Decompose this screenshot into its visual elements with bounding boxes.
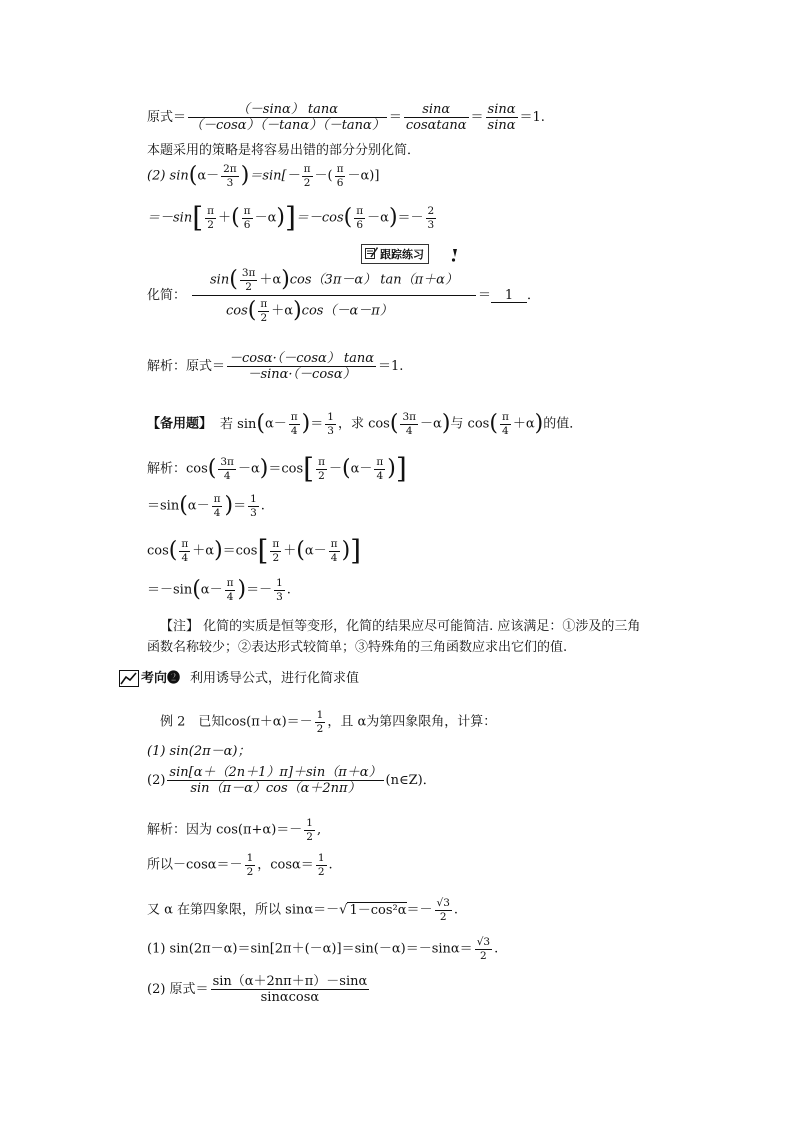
numerator: π (213, 493, 221, 505)
paren: ( (229, 267, 238, 292)
text: －α (367, 210, 389, 226)
text: －α (254, 210, 277, 226)
numerator: 2π (223, 163, 237, 175)
text: ＝1. (519, 110, 545, 125)
text: (2) (147, 773, 166, 788)
denominator: 4 (405, 424, 413, 437)
fraction (316, 457, 327, 481)
denominator: 6 (243, 218, 251, 231)
fraction (227, 352, 376, 381)
paren: ( (168, 538, 178, 563)
fraction (335, 164, 346, 188)
paren: ( (296, 538, 305, 563)
numerator: －cosα·（－cosα） tanα (229, 351, 375, 366)
denominator: 2 (246, 865, 254, 878)
text: . (286, 582, 291, 598)
paren: ( (179, 493, 188, 518)
denominator: 4 (223, 469, 231, 482)
fraction (329, 539, 340, 563)
bracket: [ (257, 534, 269, 567)
text: ＝ (477, 288, 491, 303)
numerator: sinα (404, 103, 469, 118)
text: α－ (200, 582, 223, 598)
denominator: sinαcosα (260, 990, 320, 1005)
line-7 (147, 412, 582, 436)
paren: ( (207, 456, 217, 481)
section-label: 考向❷ (141, 671, 181, 686)
fraction (404, 103, 469, 132)
paren: ( (256, 411, 265, 436)
fraction (475, 937, 492, 961)
text: . (494, 941, 499, 957)
denominator (192, 296, 476, 323)
question-1: (1) sin(2π－α)； (147, 744, 251, 759)
paren: ) (276, 205, 285, 230)
paren: ) (341, 538, 351, 563)
fraction (240, 268, 258, 292)
text: 化简： (147, 288, 187, 303)
numerator: π (181, 538, 189, 550)
denominator: 4 (290, 424, 298, 437)
denominator: sin（π－α）cos（α＋2nπ） (190, 781, 361, 796)
text: ＝－sin (147, 210, 193, 226)
line-11 (147, 578, 291, 602)
denominator: 2 (316, 722, 324, 735)
solution-1 (147, 818, 321, 842)
denominator: －sinα·（－cosα） (247, 367, 356, 382)
denominator: 3 (226, 176, 234, 189)
denominator: 6 (356, 218, 364, 231)
numerator: π (260, 298, 268, 310)
fraction (315, 710, 326, 734)
text: ＋α (271, 303, 294, 319)
text: α－ (187, 498, 210, 514)
fraction (245, 853, 256, 877)
text: ＋α (259, 272, 282, 288)
numerator: sin（α＋2nπ＋π）－sinα (212, 974, 368, 989)
fraction (192, 268, 476, 323)
follow-up-practice-badge (361, 244, 429, 264)
fraction (486, 103, 518, 132)
line-3 (147, 164, 379, 188)
denominator: 3 (276, 590, 283, 603)
paren: ) (293, 298, 302, 323)
numerator: 1 (327, 411, 334, 423)
fraction (274, 578, 285, 602)
text: ＝－ (397, 210, 424, 226)
numerator: √3 (476, 936, 491, 948)
note-line-1: 【注】 化简的实质是恒等变形，化简的结果应尽可能简洁. 应该满足：①涉及的三角 (160, 619, 641, 634)
text: ＝cos (268, 461, 304, 477)
text: ． (526, 288, 540, 303)
fraction (270, 539, 281, 563)
fraction (400, 412, 418, 436)
text: 与 cos (450, 416, 490, 432)
paren: ( (192, 577, 201, 602)
line-10 (147, 534, 362, 567)
numerator: 1 (316, 709, 324, 721)
numerator: 1 (246, 852, 254, 864)
text: ＋ (283, 543, 297, 559)
denominator: 4 (181, 551, 189, 564)
numerator: √3 (436, 897, 450, 909)
denominator: 3 (327, 424, 334, 437)
numerator: 1 (276, 577, 283, 589)
fraction (212, 494, 223, 518)
numerator: π (207, 205, 215, 217)
text: 所以－cosα＝－ (147, 857, 243, 873)
text: cos（－α－π） (301, 303, 393, 319)
paren: ) (214, 538, 223, 563)
numerator: π (303, 163, 311, 175)
fraction (221, 164, 239, 188)
text: . (260, 498, 265, 514)
denominator: 2 (272, 551, 280, 564)
text: ，cosα＝ (257, 857, 314, 873)
solution-4 (147, 937, 498, 961)
solution-2 (147, 853, 333, 877)
fraction (374, 457, 385, 481)
text: ，且 α为第四象限角，计算： (327, 714, 497, 730)
text: 又 α 在第四象限，所以 sinα＝－ (147, 902, 340, 918)
denominator: 2 (260, 311, 268, 324)
text: (2) sin (147, 168, 189, 184)
exclamation-icon (448, 248, 462, 262)
section-heading (119, 670, 359, 687)
denominator: 4 (330, 551, 338, 564)
text: 解析：原式＝ (147, 359, 226, 374)
bracket: ] (395, 452, 407, 485)
numerator: （－sinα） tanα (188, 103, 387, 118)
solution-5 (147, 975, 371, 1004)
text: 若 sin (220, 416, 257, 432)
denominator: sinα (487, 118, 516, 133)
denominator: 2 (306, 830, 313, 843)
bracket: [ (192, 201, 204, 234)
denominator: 2 (318, 469, 325, 482)
text: 原式＝ (147, 110, 187, 125)
numerator: π (356, 205, 364, 217)
numerator: π (290, 411, 298, 423)
text: 的值． (543, 416, 583, 432)
fraction (242, 206, 253, 230)
numerator: 1 (250, 493, 257, 505)
text: －α)] (347, 168, 380, 184)
denominator: （－cosα）（－tanα）（－tanα） (190, 118, 385, 133)
numerator: π (318, 456, 325, 468)
text: , (316, 822, 322, 838)
text: ＝ (470, 110, 484, 125)
numerator: 2 (427, 205, 435, 217)
text: (1) sin(2π－α)＝sin[2π＋(－α)]＝sin(－α)＝－sinα＝ (147, 941, 473, 957)
numerator: π (336, 163, 344, 175)
backup-question-tag: 【备用题】 (147, 416, 213, 432)
numerator: 3π (241, 267, 256, 279)
line-2: 本题采用的策略是将容易出错的部分分别化简． (147, 143, 421, 158)
line-5 (147, 268, 540, 323)
text: ＝cos (222, 543, 258, 559)
numerator: sin[α＋（2n＋1）π]＋sin（π＋α） (169, 765, 382, 780)
fraction (304, 818, 315, 842)
denominator: 4 (226, 590, 234, 603)
denominator: 6 (336, 176, 344, 189)
numerator: π (243, 205, 251, 217)
text: ＝ (310, 416, 324, 432)
text: sin (210, 272, 230, 288)
paren: ( (389, 411, 399, 436)
text: α－ (350, 461, 373, 477)
numerator: 1 (317, 852, 325, 864)
pencil-notebook-icon (365, 247, 378, 259)
text: ＋α (512, 416, 535, 432)
text: α－ (197, 168, 220, 184)
denominator: 2 (439, 910, 447, 923)
text: ＝sin (147, 498, 180, 514)
denominator: 4 (213, 506, 221, 519)
line-9 (147, 494, 265, 518)
numerator: π (330, 538, 338, 550)
bracket: [ (303, 452, 315, 485)
fraction (354, 206, 365, 230)
fraction (218, 457, 236, 481)
sqrt-sign: √ (339, 902, 348, 918)
text: 解析：cos (147, 461, 208, 477)
text: (2) 原式＝ (147, 982, 209, 997)
paren: ) (388, 205, 398, 230)
fraction (225, 578, 236, 602)
paren: ) (259, 456, 269, 481)
solution-3 (147, 898, 458, 922)
denominator: 2 (207, 218, 214, 231)
text: (n∈Z)． (385, 773, 436, 788)
numerator: 1 (306, 817, 313, 829)
fraction (325, 412, 336, 436)
paren: ( (247, 298, 257, 323)
text: ＝ (233, 498, 247, 514)
fraction (258, 299, 269, 323)
text: ，求 cos (337, 416, 390, 432)
numerator: 3π (220, 456, 234, 468)
denominator: 2 (480, 949, 487, 962)
text: ＋α (192, 543, 215, 559)
line-6 (147, 352, 403, 381)
paren: ( (188, 163, 198, 188)
bracket: ] (284, 201, 296, 234)
fraction (179, 539, 190, 563)
fraction (167, 766, 383, 795)
fraction (289, 412, 300, 436)
text: －α (420, 416, 442, 432)
denominator: 4 (502, 424, 509, 437)
numerator: 3π (402, 411, 417, 423)
numerator: π (376, 456, 384, 468)
text: α－ (264, 416, 287, 432)
text: 解析：因为 cos(π+α)＝－ (147, 822, 303, 838)
fraction (500, 412, 511, 436)
line-4 (147, 201, 438, 234)
answer-blank: 1 (491, 289, 527, 303)
fraction (426, 206, 437, 230)
paren: ) (301, 411, 311, 436)
badge-label: 跟踪练习 (380, 248, 424, 261)
fraction (248, 494, 259, 518)
line-1 (147, 103, 545, 132)
text: ＋ (218, 210, 232, 226)
fraction (435, 898, 452, 922)
trend-chart-icon (119, 670, 139, 687)
text: ＝－cos (295, 210, 344, 226)
example-2 (160, 710, 496, 734)
text: 例 2 已知cos(π＋α)＝－ (160, 714, 313, 730)
denominator: 2 (303, 176, 311, 189)
text: ＝－ (406, 902, 433, 918)
numerator (192, 268, 476, 296)
text: α－ (304, 543, 327, 559)
fraction (316, 853, 327, 877)
paren: ( (489, 411, 498, 436)
fraction (302, 164, 313, 188)
paren: ( (341, 456, 351, 481)
text: － (328, 461, 342, 477)
text: . (328, 857, 333, 873)
numerator: π (226, 577, 234, 589)
fraction (188, 103, 387, 132)
denominator: cosαtanα (405, 118, 467, 133)
paren: ) (240, 163, 250, 188)
bracket: ] (350, 534, 362, 567)
fraction (205, 206, 216, 230)
paren: ) (534, 411, 544, 436)
text: ＝1. (378, 359, 404, 374)
fraction (211, 975, 370, 1004)
line-8 (147, 452, 407, 485)
section-title: 利用诱导公式，进行化简求值 (190, 671, 360, 686)
paren: ( (231, 205, 240, 230)
paren: ) (441, 411, 451, 436)
radicand: 1－cos²α (349, 902, 407, 918)
note-line-2: 函数名称较少；②表达形式较简单；③特殊角的三角函数应求出它们的值. (147, 640, 568, 655)
paren: ( (343, 205, 353, 230)
text: ＝－sin (147, 582, 193, 598)
text: ＝ (388, 110, 402, 125)
text: －α (237, 461, 260, 477)
paren: ) (281, 267, 290, 292)
denominator: 2 (245, 280, 252, 293)
text: cos（3π－α） tan（π＋α） (289, 272, 458, 288)
denominator: 2 (317, 865, 325, 878)
text: ＝sin[－ (249, 168, 300, 184)
numerator: sinα (487, 102, 516, 117)
paren: ) (237, 577, 247, 602)
numerator: π (272, 538, 280, 550)
text: ＝－ (246, 582, 273, 598)
paren: ) (387, 456, 396, 481)
denominator: 3 (427, 218, 435, 231)
paren: ) (224, 493, 234, 518)
denominator: 3 (250, 506, 257, 519)
text: cos (226, 303, 248, 319)
numerator: π (501, 411, 509, 423)
question-2 (147, 766, 436, 795)
text: cos (147, 543, 169, 559)
text: . (453, 902, 459, 918)
denominator: 4 (376, 469, 384, 482)
text: －( (314, 168, 333, 184)
